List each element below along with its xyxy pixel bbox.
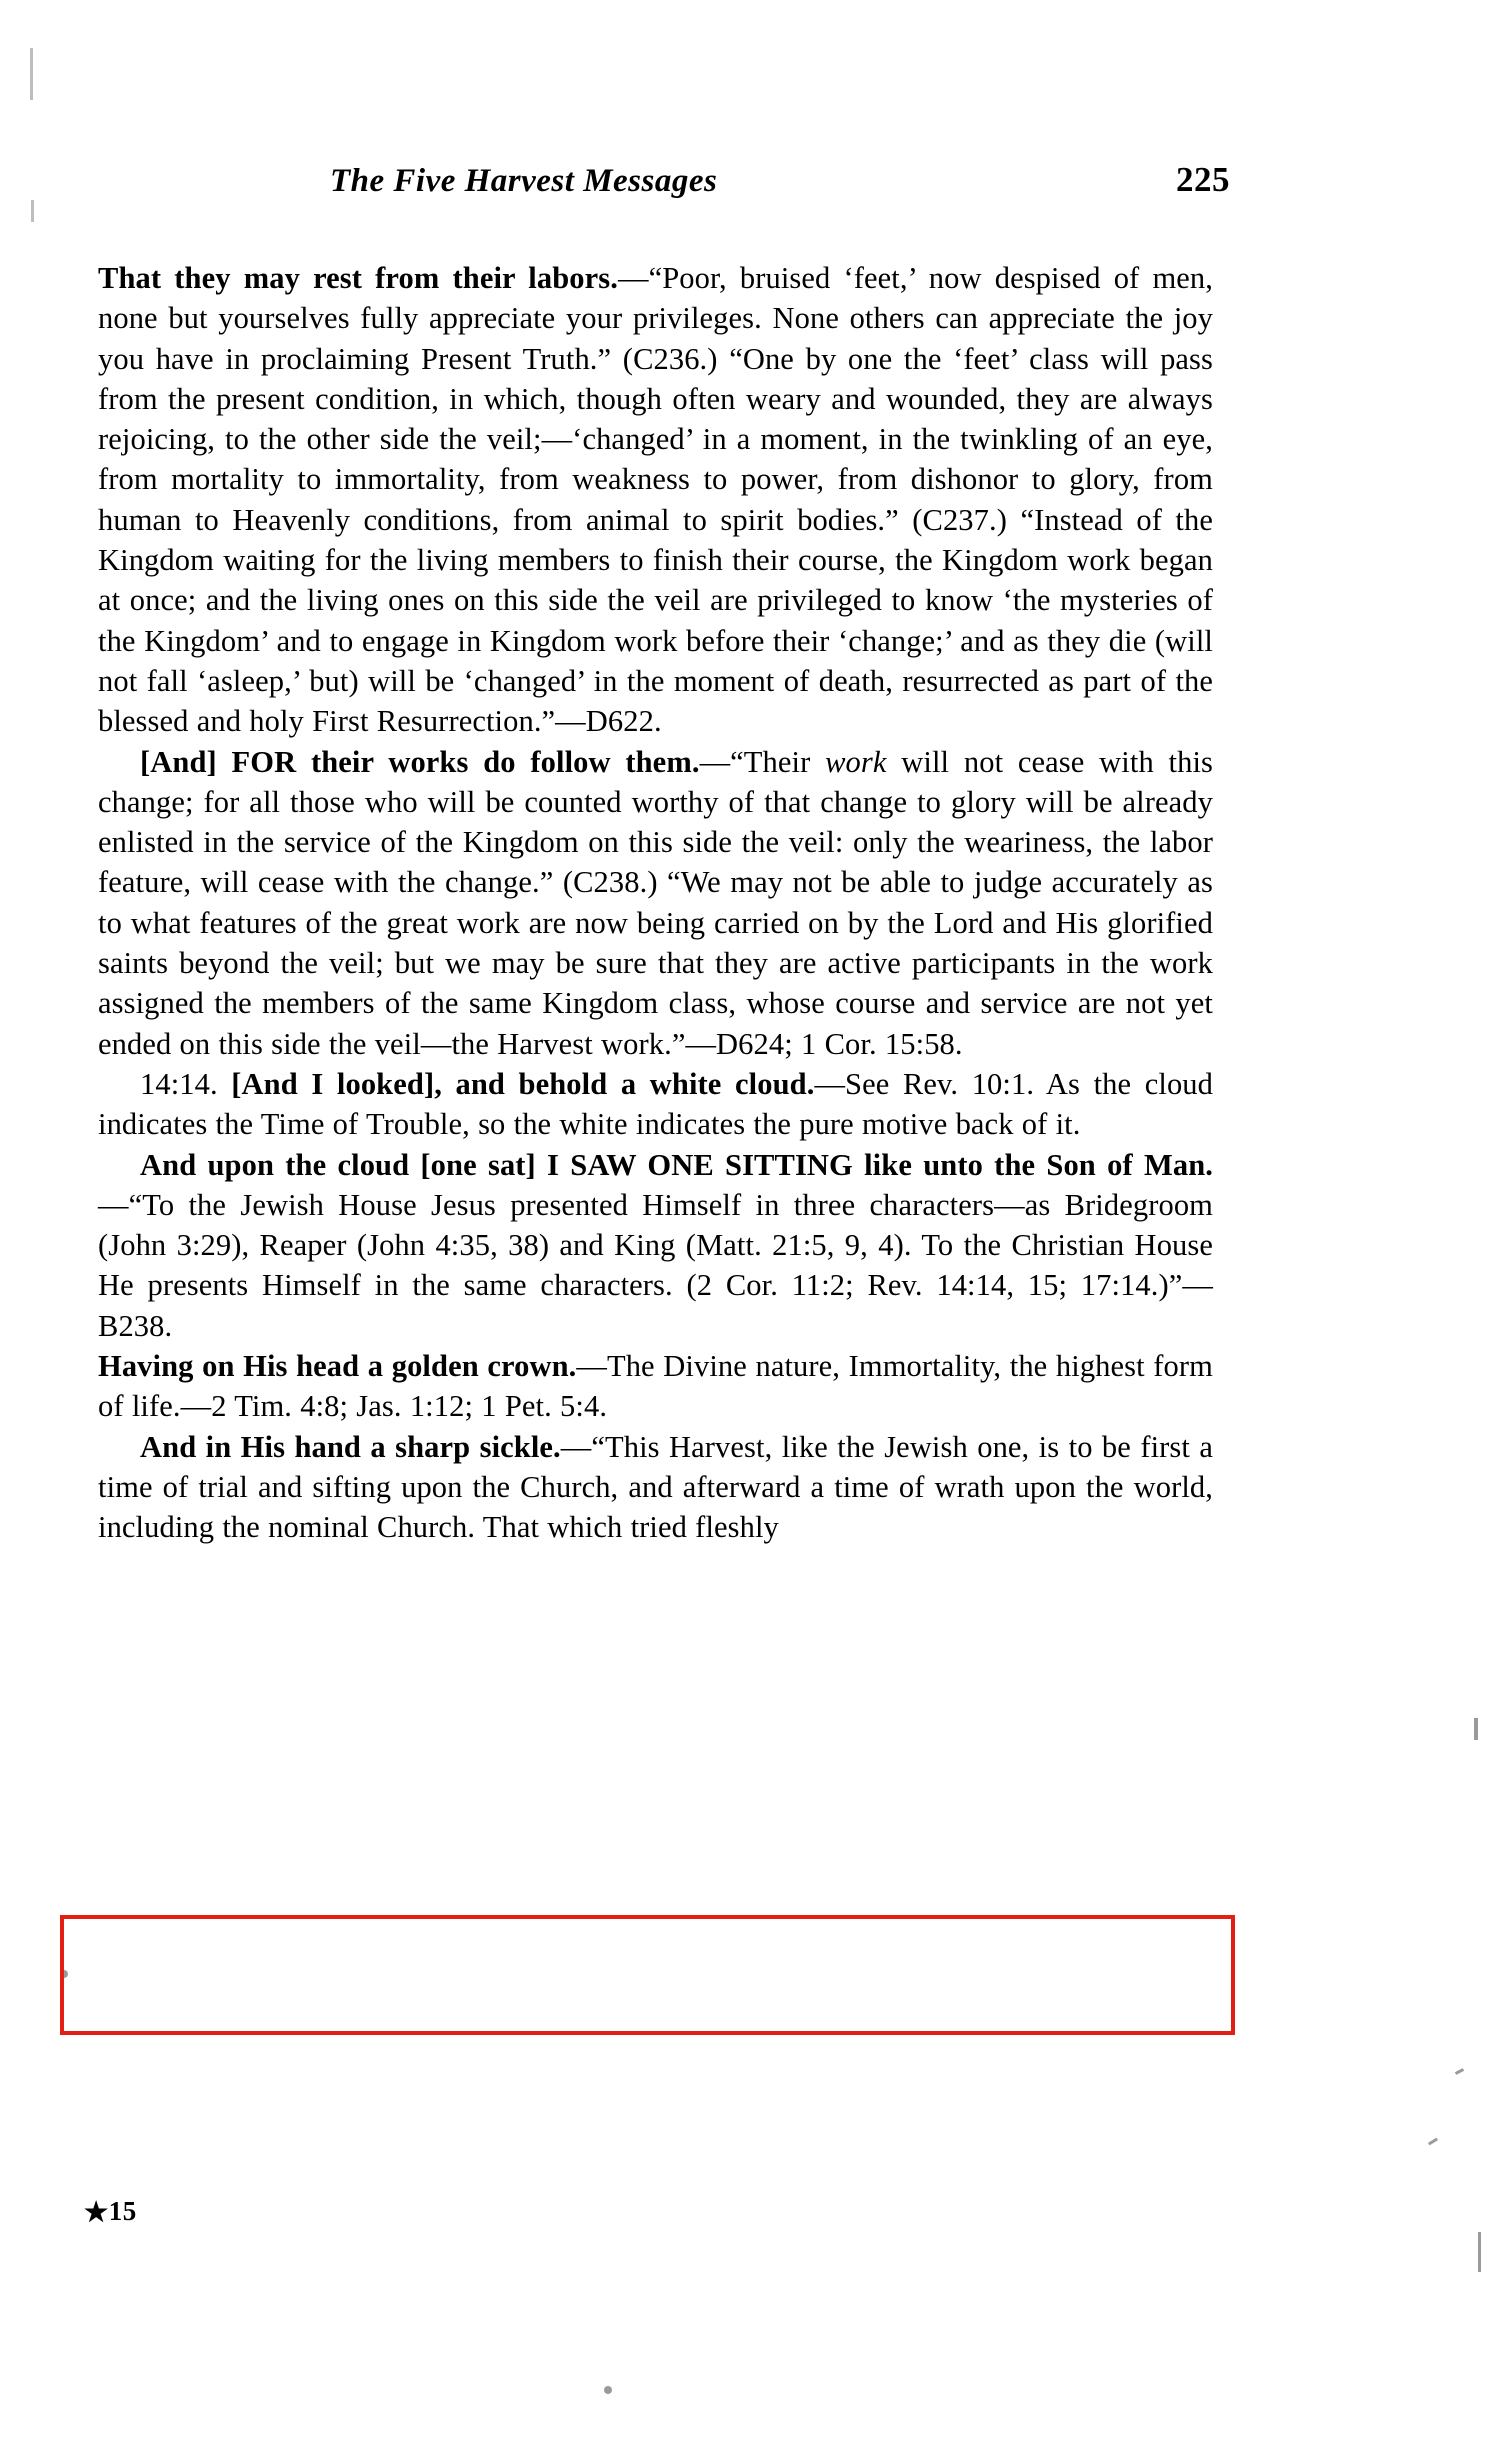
- commentary-text: —“This Harvest, like the Jewish one, is to be first a time of trial and sifting upon the Church, and afterward a time of wrath upon the world, including the nominal Church. That which tried fleshly: [98, 1429, 1213, 1545]
- body-paragraph: [98, 1145, 1213, 1346]
- body-paragraph: [98, 1346, 1213, 1427]
- commentary-text: will not cease with this change; for all those who will be counted worthy of that change to glory will be already enlisted in the service of the Kingdom on this side the veil: only the weariness, the labor feature, will cease with the change.” (C238.) “We may not be able to judge accurately as to what features of the great work are now being carried on by the Lord and His glorified saints beyond the veil; but we may be sure that they are active participants in the work assigned the members of the same Kingdom class, whose course and service are not yet ended on this side the veil—the Harvest work.”—D624; 1 Cor. 15:58.: [98, 744, 1214, 1061]
- scripture-lemma: Having on His head a golden crown.: [98, 1349, 577, 1384]
- scripture-lemma: And in His hand a sharp sickle.: [140, 1429, 561, 1464]
- scan-speck: [1478, 2232, 1481, 2272]
- star-icon: ★: [84, 2197, 109, 2227]
- body-paragraph: [98, 258, 1213, 742]
- page-body: [98, 258, 1213, 1548]
- commentary-text: —“Their: [699, 744, 826, 779]
- page-number: 225: [1176, 160, 1230, 199]
- running-title: The Five Harvest Messages: [330, 163, 718, 199]
- scan-speck: [1474, 1718, 1478, 1740]
- body-paragraph: [98, 1427, 1213, 1548]
- scan-edge-mark: [30, 48, 33, 100]
- scripture-lemma: [And I looked], and behold a white cloud.: [231, 1066, 815, 1101]
- commentary-text: —The Divine nature, Immortality, the highest form of life.—2 Tim. 4:8; Jas. 1:12; 1 Pet. 5:4.: [98, 1349, 1213, 1424]
- scripture-lemma: That they may rest from their labors.: [98, 261, 618, 295]
- scan-speck: [60, 1970, 68, 1978]
- scan-speck: [1428, 2138, 1438, 2146]
- body-paragraph: [98, 1064, 1213, 1145]
- scripture-lemma: And upon the cloud [one sat] I SAW ONE SITTING like unto the Son of Man.: [140, 1147, 1213, 1182]
- scan-edge-mark: [31, 200, 34, 222]
- commentary-text: 14:14.: [140, 1066, 232, 1101]
- scan-speck: [604, 2386, 612, 2394]
- commentary-text: —“Poor, bruised ‘feet,’ now despised of men, none but yourselves fully appreciate your privileges. None others can appreciate the joy you have in proclaiming Present Truth.” (C236.) “One by one the ‘feet’ class will pass from the present condition, in which, though often weary and wounded, they are always rejoicing, to the other side the veil;—‘changed’ in a moment, in the twinkling of an eye, from mortality to immortality, from weakness to power, from dishonor to glory, from human to Heavenly conditions, from animal to spirit bodies.” (C237.) “Instead of the Kingdom waiting for the living members to finish their course, the Kingdom work began at once; and the living ones on this side the veil are privileged to know ‘the mysteries of the Kingdom’ and to engage in Kingdom work before their ‘change;’ and as they die (will not fall ‘asleep,’ but) will be ‘changed’ in the moment of death, resurrected as part of the blessed and holy First Resurrection.”—D622.: [98, 261, 1213, 739]
- scan-speck: [1455, 2068, 1464, 2075]
- commentary-text: —“To the Jewish House Jesus presented Himself in three characters—as Bridegroom (John 3:29), Reaper (John 4:35, 38) and King (Matt. 21:5, 9, 4). To the Christian House He presents Himself in the same characters. (2 Cor. 11:2; Rev. 14:14, 15; 17:14.)”—B238.: [98, 1187, 1213, 1343]
- commentary-text: —See Rev. 10:1. As the cloud indicates the Time of Trouble, so the white indicates the pure motive back of it.: [98, 1066, 1213, 1142]
- page-header: [330, 160, 1230, 200]
- emphasis-text: work: [825, 744, 887, 779]
- footer-signature-mark: [84, 2196, 137, 2228]
- scripture-lemma: [And] FOR their works do follow them.: [140, 744, 700, 779]
- footer-mark-number: 15: [108, 2196, 137, 2226]
- body-paragraph: [98, 742, 1213, 1064]
- red-annotation-box: [60, 1915, 1235, 2035]
